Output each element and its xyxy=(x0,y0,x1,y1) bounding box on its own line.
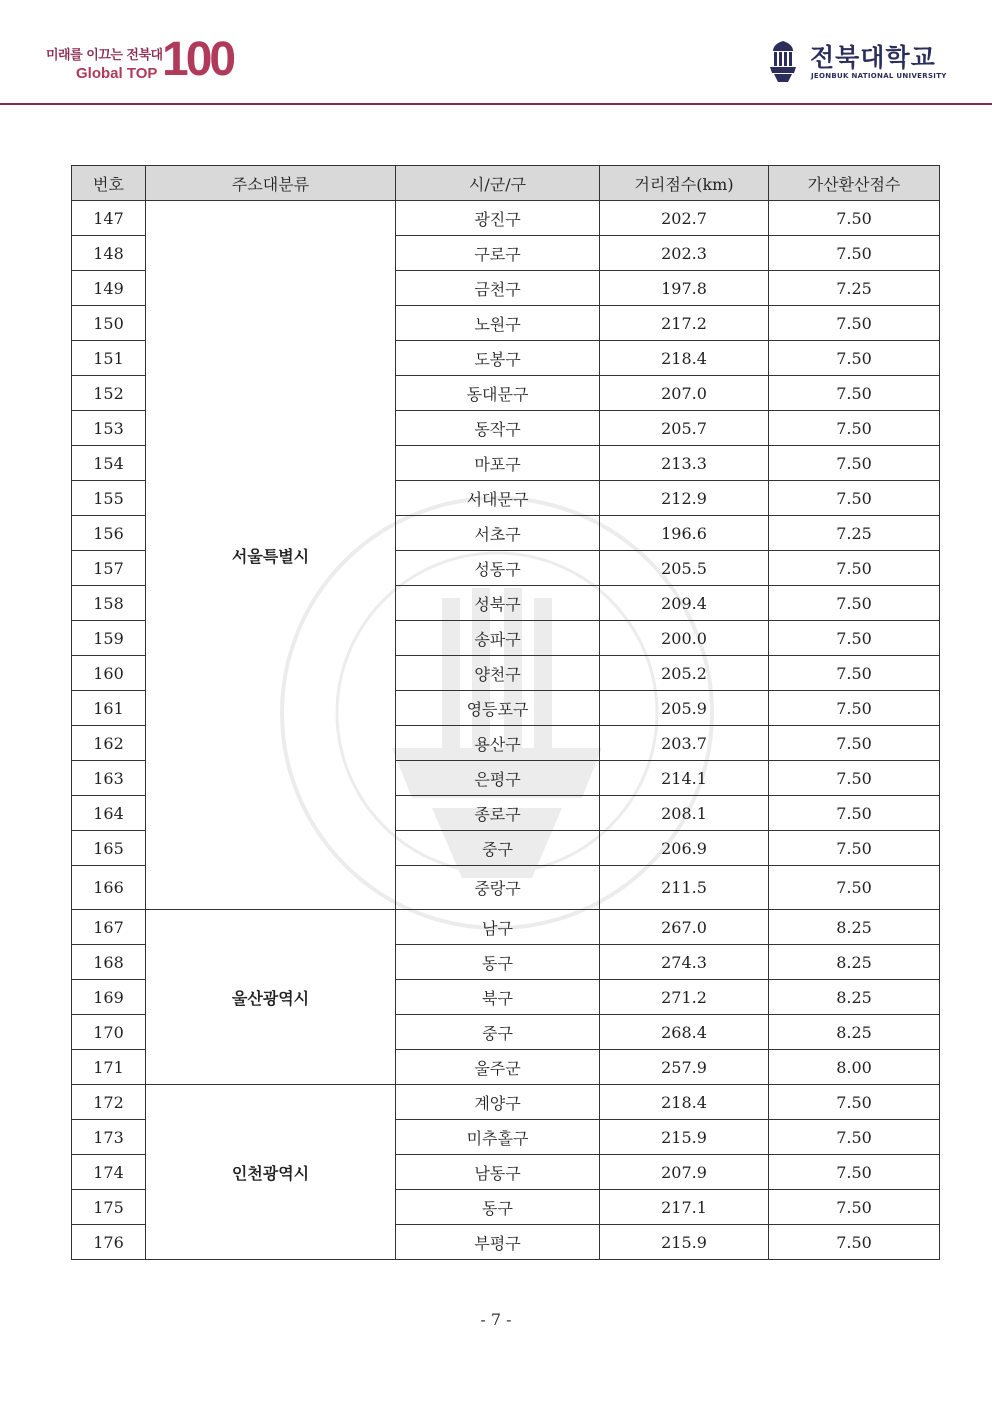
district-cell: 중구 xyxy=(396,831,600,866)
bonus-score-cell: 7.50 xyxy=(769,831,940,866)
distance-cell: 205.5 xyxy=(600,551,769,586)
table-row xyxy=(72,910,940,945)
district-cell: 구로구 xyxy=(396,236,600,271)
bonus-score-cell: 7.50 xyxy=(769,1155,940,1190)
distance-cell: 212.9 xyxy=(600,481,769,516)
bonus-score-cell: 8.25 xyxy=(769,945,940,980)
table-header-row xyxy=(72,166,940,201)
row-number: 153 xyxy=(72,411,146,446)
distance-cell: 197.8 xyxy=(600,271,769,306)
row-number: 151 xyxy=(72,341,146,376)
table-row xyxy=(72,201,940,236)
distance-cell: 257.9 xyxy=(600,1050,769,1085)
bonus-score-cell: 7.50 xyxy=(769,411,940,446)
slogan-text: 미래를 이끄는 전북대 xyxy=(46,48,163,63)
distance-cell: 205.2 xyxy=(600,656,769,691)
district-cell: 중구 xyxy=(396,1015,600,1050)
university-emblem-icon xyxy=(768,40,798,84)
district-cell: 서대문구 xyxy=(396,481,600,516)
header-bonus-score: 가산환산점수 xyxy=(769,166,940,201)
district-cell: 미추홀구 xyxy=(396,1120,600,1155)
district-cell: 광진구 xyxy=(396,201,600,236)
bonus-score-cell: 7.50 xyxy=(769,1120,940,1155)
bonus-score-cell: 7.50 xyxy=(769,1225,940,1260)
bonus-score-cell: 8.25 xyxy=(769,910,940,945)
distance-cell: 208.1 xyxy=(600,796,769,831)
header-district: 시/군/구 xyxy=(396,166,600,201)
row-number: 154 xyxy=(72,446,146,481)
table-row xyxy=(72,1085,940,1120)
district-cell: 성북구 xyxy=(396,586,600,621)
distance-cell: 215.9 xyxy=(600,1120,769,1155)
bonus-score-cell: 7.50 xyxy=(769,306,940,341)
row-number: 160 xyxy=(72,656,146,691)
district-cell: 영등포구 xyxy=(396,691,600,726)
row-number: 169 xyxy=(72,980,146,1015)
distance-cell: 207.0 xyxy=(600,376,769,411)
region-group-cell: 울산광역시 xyxy=(146,910,396,1085)
header-distance: 거리점수(km) xyxy=(600,166,769,201)
distance-cell: 271.2 xyxy=(600,980,769,1015)
distance-cell: 218.4 xyxy=(600,1085,769,1120)
row-number: 164 xyxy=(72,796,146,831)
district-cell: 종로구 xyxy=(396,796,600,831)
row-number: 157 xyxy=(72,551,146,586)
row-number: 147 xyxy=(72,201,146,236)
distance-score-table xyxy=(71,165,940,1260)
row-number: 155 xyxy=(72,481,146,516)
bonus-score-cell: 7.50 xyxy=(769,656,940,691)
bonus-score-cell: 7.50 xyxy=(769,201,940,236)
row-number: 159 xyxy=(72,621,146,656)
bonus-score-cell: 7.25 xyxy=(769,516,940,551)
bonus-score-cell: 7.50 xyxy=(769,1085,940,1120)
bonus-score-cell: 7.50 xyxy=(769,726,940,761)
row-number: 163 xyxy=(72,761,146,796)
bonus-score-cell: 7.50 xyxy=(769,1190,940,1225)
district-cell: 용산구 xyxy=(396,726,600,761)
distance-cell: 217.2 xyxy=(600,306,769,341)
bonus-score-cell: 7.50 xyxy=(769,341,940,376)
district-cell: 노원구 xyxy=(396,306,600,341)
district-cell: 계양구 xyxy=(396,1085,600,1120)
header-region: 주소대분류 xyxy=(146,166,396,201)
row-number: 175 xyxy=(72,1190,146,1225)
distance-cell: 274.3 xyxy=(600,945,769,980)
bonus-score-cell: 7.50 xyxy=(769,586,940,621)
district-cell: 성동구 xyxy=(396,551,600,586)
district-cell: 동대문구 xyxy=(396,376,600,411)
distance-cell: 214.1 xyxy=(600,761,769,796)
row-number: 165 xyxy=(72,831,146,866)
row-number: 152 xyxy=(72,376,146,411)
district-cell: 남구 xyxy=(396,910,600,945)
distance-cell: 268.4 xyxy=(600,1015,769,1050)
distance-cell: 217.1 xyxy=(600,1190,769,1225)
table-body xyxy=(72,201,940,1260)
row-number: 149 xyxy=(72,271,146,306)
row-number: 171 xyxy=(72,1050,146,1085)
distance-cell: 205.7 xyxy=(600,411,769,446)
distance-cell: 218.4 xyxy=(600,341,769,376)
distance-cell: 202.3 xyxy=(600,236,769,271)
row-number: 148 xyxy=(72,236,146,271)
district-cell: 도봉구 xyxy=(396,341,600,376)
bonus-score-cell: 7.50 xyxy=(769,691,940,726)
bonus-score-cell: 7.25 xyxy=(769,271,940,306)
district-cell: 중랑구 xyxy=(396,866,600,910)
bonus-score-cell: 7.50 xyxy=(769,761,940,796)
bonus-score-cell: 8.25 xyxy=(769,980,940,1015)
distance-cell: 213.3 xyxy=(600,446,769,481)
distance-cell: 209.4 xyxy=(600,586,769,621)
university-logo xyxy=(768,38,958,86)
header-number: 번호 xyxy=(72,166,146,201)
distance-cell: 200.0 xyxy=(600,621,769,656)
distance-cell: 207.9 xyxy=(600,1155,769,1190)
global-top-100-logo xyxy=(42,33,242,86)
district-cell: 마포구 xyxy=(396,446,600,481)
bonus-score-cell: 7.50 xyxy=(769,621,940,656)
district-cell: 북구 xyxy=(396,980,600,1015)
district-cell: 부평구 xyxy=(396,1225,600,1260)
row-number: 168 xyxy=(72,945,146,980)
distance-cell: 202.7 xyxy=(600,201,769,236)
district-cell: 서초구 xyxy=(396,516,600,551)
global-top-text: Global TOP xyxy=(76,65,158,82)
page-number: - 7 - xyxy=(480,1310,512,1329)
district-cell: 송파구 xyxy=(396,621,600,656)
distance-cell: 205.9 xyxy=(600,691,769,726)
distance-cell: 203.7 xyxy=(600,726,769,761)
row-number: 156 xyxy=(72,516,146,551)
district-cell: 동구 xyxy=(396,1190,600,1225)
bonus-score-cell: 7.50 xyxy=(769,551,940,586)
bonus-score-cell: 7.50 xyxy=(769,376,940,411)
row-number: 162 xyxy=(72,726,146,761)
page-header xyxy=(0,0,992,106)
bonus-score-cell: 7.50 xyxy=(769,446,940,481)
distance-cell: 267.0 xyxy=(600,910,769,945)
row-number: 172 xyxy=(72,1085,146,1120)
row-number: 176 xyxy=(72,1225,146,1260)
region-group-cell: 서울특별시 xyxy=(146,201,396,910)
district-cell: 동작구 xyxy=(396,411,600,446)
bonus-score-cell: 8.00 xyxy=(769,1050,940,1085)
bonus-score-cell: 7.50 xyxy=(769,866,940,910)
district-cell: 남동구 xyxy=(396,1155,600,1190)
row-number: 161 xyxy=(72,691,146,726)
hundred-mark: 100 xyxy=(162,33,234,86)
bonus-score-cell: 7.50 xyxy=(769,236,940,271)
distance-cell: 206.9 xyxy=(600,831,769,866)
district-cell: 양천구 xyxy=(396,656,600,691)
distance-cell: 215.9 xyxy=(600,1225,769,1260)
row-number: 166 xyxy=(72,866,146,910)
bonus-score-cell: 7.50 xyxy=(769,796,940,831)
university-name: 전북대학교 xyxy=(810,43,936,72)
district-cell: 동구 xyxy=(396,945,600,980)
district-cell: 금천구 xyxy=(396,271,600,306)
row-number: 174 xyxy=(72,1155,146,1190)
district-cell: 울주군 xyxy=(396,1050,600,1085)
bonus-score-cell: 7.50 xyxy=(769,481,940,516)
row-number: 170 xyxy=(72,1015,146,1050)
distance-cell: 196.6 xyxy=(600,516,769,551)
row-number: 150 xyxy=(72,306,146,341)
region-group-cell: 인천광역시 xyxy=(146,1085,396,1260)
university-name-en: JEONBUK NATIONAL UNIVERSITY xyxy=(811,72,947,80)
row-number: 158 xyxy=(72,586,146,621)
bonus-score-cell: 8.25 xyxy=(769,1015,940,1050)
row-number: 167 xyxy=(72,910,146,945)
district-cell: 은평구 xyxy=(396,761,600,796)
distance-cell: 211.5 xyxy=(600,866,769,910)
header-divider xyxy=(0,103,992,105)
row-number: 173 xyxy=(72,1120,146,1155)
